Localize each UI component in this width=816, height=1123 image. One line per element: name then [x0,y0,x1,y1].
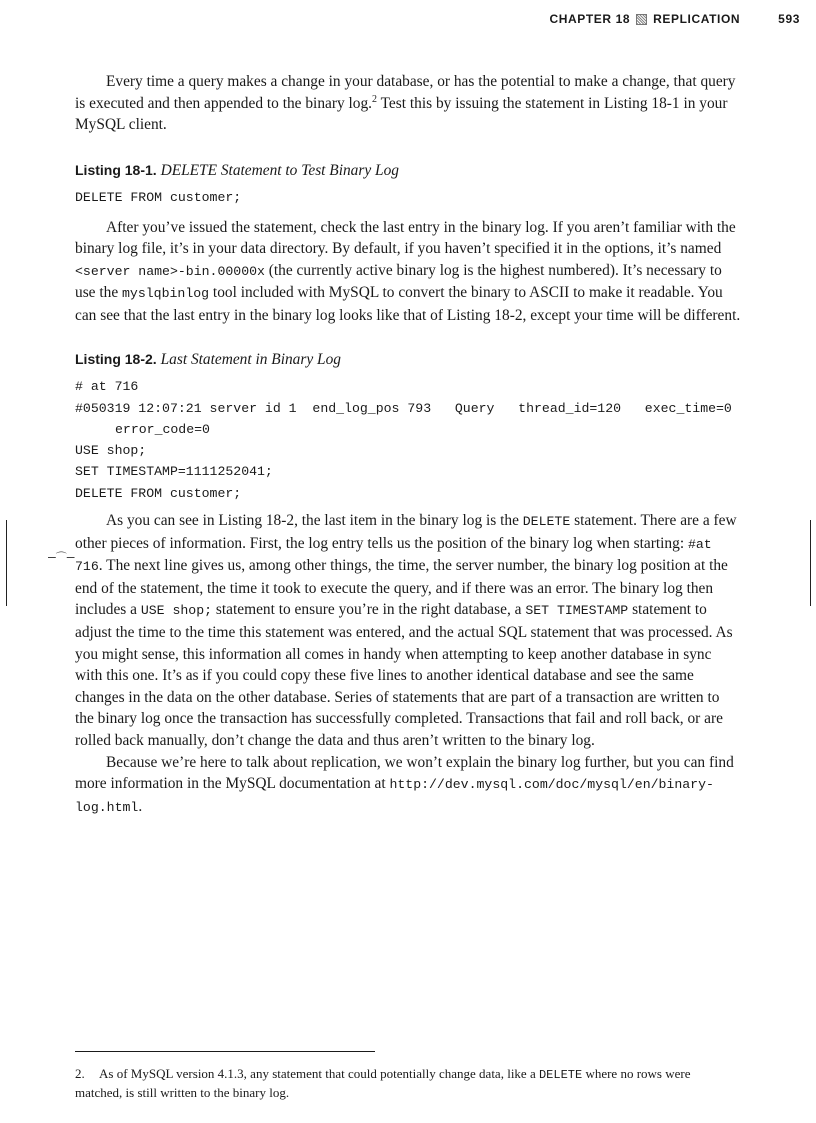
crop-mark-left [6,520,7,606]
documentation-link[interactable]: http://dev.mysql.com/doc/mysql/en/binary-log.html [75,777,714,815]
footnote-divider [75,1051,375,1052]
code-line: #050319 12:07:21 server id 1 end_log_pos 793 Query thread_id=120 exec_time=0 [75,400,732,416]
crop-mark-right [810,520,811,606]
paragraph-3: As you can see in Listing 18-2, the last item in the binary log is the DELETE statement. There are a few other pieces of information. First, the log entry tells us the position of the binary log when starting: #at 716. The next line gives us, among other things, the time, the server number, the binary log position at the end of the statement, the time it took to execute the query, and if there was an error. The binary log then includes a USE shop; statement to ensure you’re in the right database, a SET TIMESTAMP statement to adjust the time to the time this statement was entered, and the actual SQL statement that was processed. As you might sense, this information all comes in handy when attempting to keep another database in sync with this one. It’s as if you could copy these five lines to another identical database and see the same changes in the data on the other database. Series of statements that are part of a transaction are written to the binary log once the transaction has successfully completed. Transactions that fail and roll back, or are rolled back manually, don’t change the data and thus aren’t written to the binary log. [75,512,737,749]
code-line: USE shop; [75,443,147,459]
listing-1-title: Listing 18-1. DELETE Statement to Test Binary Log [75,161,399,179]
footnote-reference[interactable]: 2 [372,93,378,105]
separator-square-icon [636,14,647,25]
page-number: 593 [778,12,800,26]
paragraph-4: Because we’re here to talk about replication, we won’t explain the binary log further, but you can find more information in the MySQL documentation at http://dev.mysql.com/doc/mysql/en/binary-log.html. [75,753,734,815]
running-header [549,12,800,26]
listing-1-code: DELETE FROM customer; [75,190,242,206]
registration-mark-icon: –⌒– [48,548,75,564]
paragraph-1: Every time a query makes a change in your database, or has the potential to make a change, that query is executed and then appended to the binary log.$^2$ Test this by issuing the statement in Listing 18-1 in your MySQL client. [75,73,736,134]
footnote-number: 2. [75,1066,85,1081]
chapter-title: REPLICATION [653,12,741,26]
listing-2-title: Listing 18-2. Last Statement in Binary Log [75,350,341,368]
chapter-label: CHAPTER 18 [549,12,631,26]
paragraph-2: After you’ve issued the statement, check the last entry in the binary log. If you aren’t familiar with the binary log file, it’s in your data directory. By default, if you haven’t specified it in the options, it’s named <server name>-bin.00000x (the currently active binary log is the highest numbered). It’s necessary to use the myslqbinlog tool included with MySQL to convert the binary to ASCII to make it readable. You can see that the last entry in the binary log looks like that of Listing 18-2, except your time will be different. [75,218,741,325]
code-line: # at 716 [75,379,139,395]
code-line: SET TIMESTAMP=1111252041; [75,464,273,480]
code-line: error_code=0 [115,421,210,437]
footnote: 2. As of MySQL version 4.1.3, any statement that could potentially change data, like a DELETE where no rows were matched, is still written to the binary log. [75,1066,691,1100]
listing-2-code [75,376,741,504]
code-line: DELETE FROM customer; [75,485,242,501]
page-body [75,71,741,818]
